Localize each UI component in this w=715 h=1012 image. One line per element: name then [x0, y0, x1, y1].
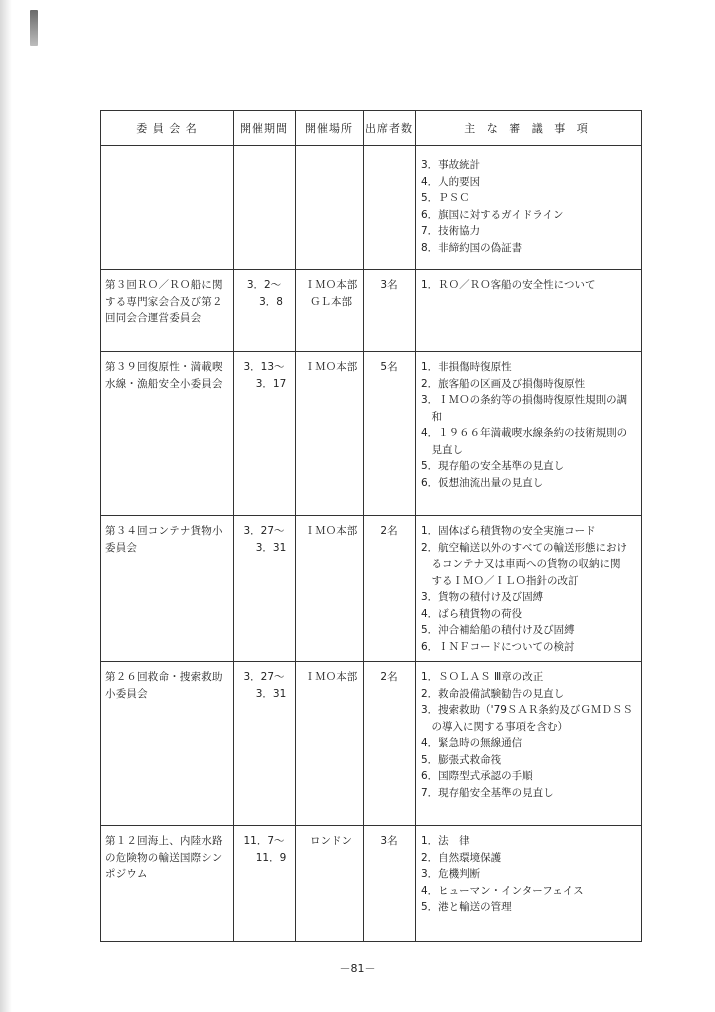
column-divider — [415, 111, 416, 941]
topic-item: 1．ＲＯ／ＲＯ客船の安全性について — [421, 279, 596, 291]
topic-item: 2．旅客船の区画及び損傷時復原性 — [421, 377, 586, 390]
topic-item: 2．救命設備試験勧告の見直し — [421, 687, 565, 700]
topic-item: 3．ＩＭＯの条約等の損傷時復原性規則の調 — [421, 394, 628, 406]
topic-item: するＩＭＯ／ＩＬＯ指針の改訂 — [421, 574, 579, 587]
topic-item: 3．事故統計 — [421, 159, 481, 171]
topic-item: 5．ＰＳＣ — [421, 192, 470, 204]
topic-item: 7．技術協力 — [421, 225, 481, 237]
topic-item: 6．ＩＮＦコードについての検討 — [421, 640, 575, 653]
topic-item: 2．自然環境保護 — [421, 851, 502, 864]
topic-item: 1．固体ばら積貨物の安全実施コード — [421, 525, 596, 537]
page-number: －81－ — [339, 962, 376, 975]
row-divider — [101, 825, 641, 826]
committee-table — [100, 110, 642, 942]
meeting-place: ＩＭＯ本部 — [304, 671, 358, 683]
topic-item: 3．捜索救助（'79ＳＡＲ条約及びＧＭＤＳＳ — [421, 704, 633, 716]
topic-item: 5．膨張式救命筏 — [421, 753, 502, 766]
topics-list — [421, 669, 637, 801]
topic-item: の導入に関する事項を含む） — [421, 720, 568, 733]
topic-item: 6．旗国に対するガイドライン — [421, 208, 564, 221]
attendee-count: 5名 — [380, 361, 398, 373]
topic-item: るコンテナ又は車両への貨物の収納に関 — [421, 558, 621, 570]
topics-list — [421, 833, 637, 916]
topic-item: 5．港と輸送の管理 — [421, 901, 512, 913]
topic-item: 4．ばら積貨物の荷役 — [421, 607, 523, 620]
topic-item: 7．現存船安全基準の見直し — [421, 786, 554, 799]
row-divider — [101, 351, 641, 352]
meeting-period: 11．7～ 11．9 — [243, 835, 287, 864]
row-divider — [101, 269, 641, 270]
header-attendees: 出席者数 — [365, 122, 413, 135]
committee-name: 第２６回救命・捜索救助小委員会 — [105, 671, 223, 700]
attendee-count: 2名 — [380, 525, 398, 537]
topic-item: 6．国際型式承認の手順 — [421, 770, 533, 782]
topic-item: 1．ＳＯＬＡＳ Ⅲ章の改正 — [421, 671, 544, 683]
topic-item: 4．人的要因 — [421, 175, 481, 188]
attendee-count: 3名 — [380, 279, 398, 291]
topic-item: 5．現存船の安全基準の見直し — [421, 460, 565, 472]
attendee-count: 2名 — [380, 671, 398, 683]
committee-name: 第３９回復原性・満載喫水線・漁船安全小委員会 — [105, 361, 223, 390]
meeting-period: 3．13～ 3．17 — [243, 361, 287, 390]
binding-shadow — [0, 0, 12, 1012]
topic-item: 3．危機判断 — [421, 868, 481, 880]
topics-list — [421, 277, 637, 294]
attendee-count: 3名 — [380, 835, 398, 847]
topic-item: 5．沖合補給船の積付け及び固縛 — [421, 624, 575, 636]
topic-item: 2．航空輸送以外のすべての輸送形態におけ — [421, 541, 627, 554]
meeting-place: ロンドン — [310, 835, 352, 847]
topic-item: 8．非締約国の偽証書 — [421, 241, 523, 254]
meeting-period: 3．27～ 3．31 — [243, 525, 287, 554]
row-divider — [101, 661, 641, 662]
meeting-period: 3．2～ 3．8 — [246, 279, 283, 308]
header-period: 開催期間 — [240, 122, 288, 135]
binding-mark — [30, 10, 38, 46]
meeting-place: ＩＭＯ本部 ＧＬ本部 — [304, 279, 358, 308]
committee-name: 第１２回海上、内陸水路の危険物の輸送国際シンポジウム — [105, 835, 223, 880]
header-place: 開催場所 — [305, 122, 353, 135]
meeting-place: ＩＭＯ本部 — [304, 361, 358, 373]
meeting-period: 3．27～ 3．31 — [243, 671, 287, 700]
header-topics: 主 な 審 議 事 項 — [464, 122, 592, 135]
topic-item: 見直し — [421, 443, 463, 456]
topic-item: 6．仮想油流出量の見直し — [421, 476, 544, 489]
topic-item: 4．ヒューマン・インターフェイス — [421, 884, 584, 897]
column-divider — [233, 111, 234, 941]
topics-list — [421, 359, 637, 491]
topics-list — [421, 157, 637, 256]
topic-item: 1．法 律 — [421, 835, 470, 847]
topic-item: 和 — [421, 410, 442, 423]
topic-item: 3．貨物の積付け及び固縛 — [421, 591, 544, 603]
column-divider — [295, 111, 296, 941]
meeting-place: ＩＭＯ本部 — [304, 525, 358, 537]
topic-item: 4．緊急時の無線通信 — [421, 737, 523, 749]
committee-name: 第３回ＲＯ／ＲＯ船に関する専門家会合及び第２回同会合運営委員会 — [105, 279, 223, 324]
row-divider — [101, 145, 641, 146]
topic-item: 4．１９６６年満載喫水線条約の技術規則の — [421, 427, 628, 439]
row-divider — [101, 515, 641, 516]
header-committee: 委 員 会 名 — [136, 122, 198, 135]
committee-name: 第３４回コンテナ貨物小委員会 — [105, 525, 223, 554]
topics-list — [421, 523, 637, 655]
topic-item: 1．非損傷時復原性 — [421, 361, 512, 373]
